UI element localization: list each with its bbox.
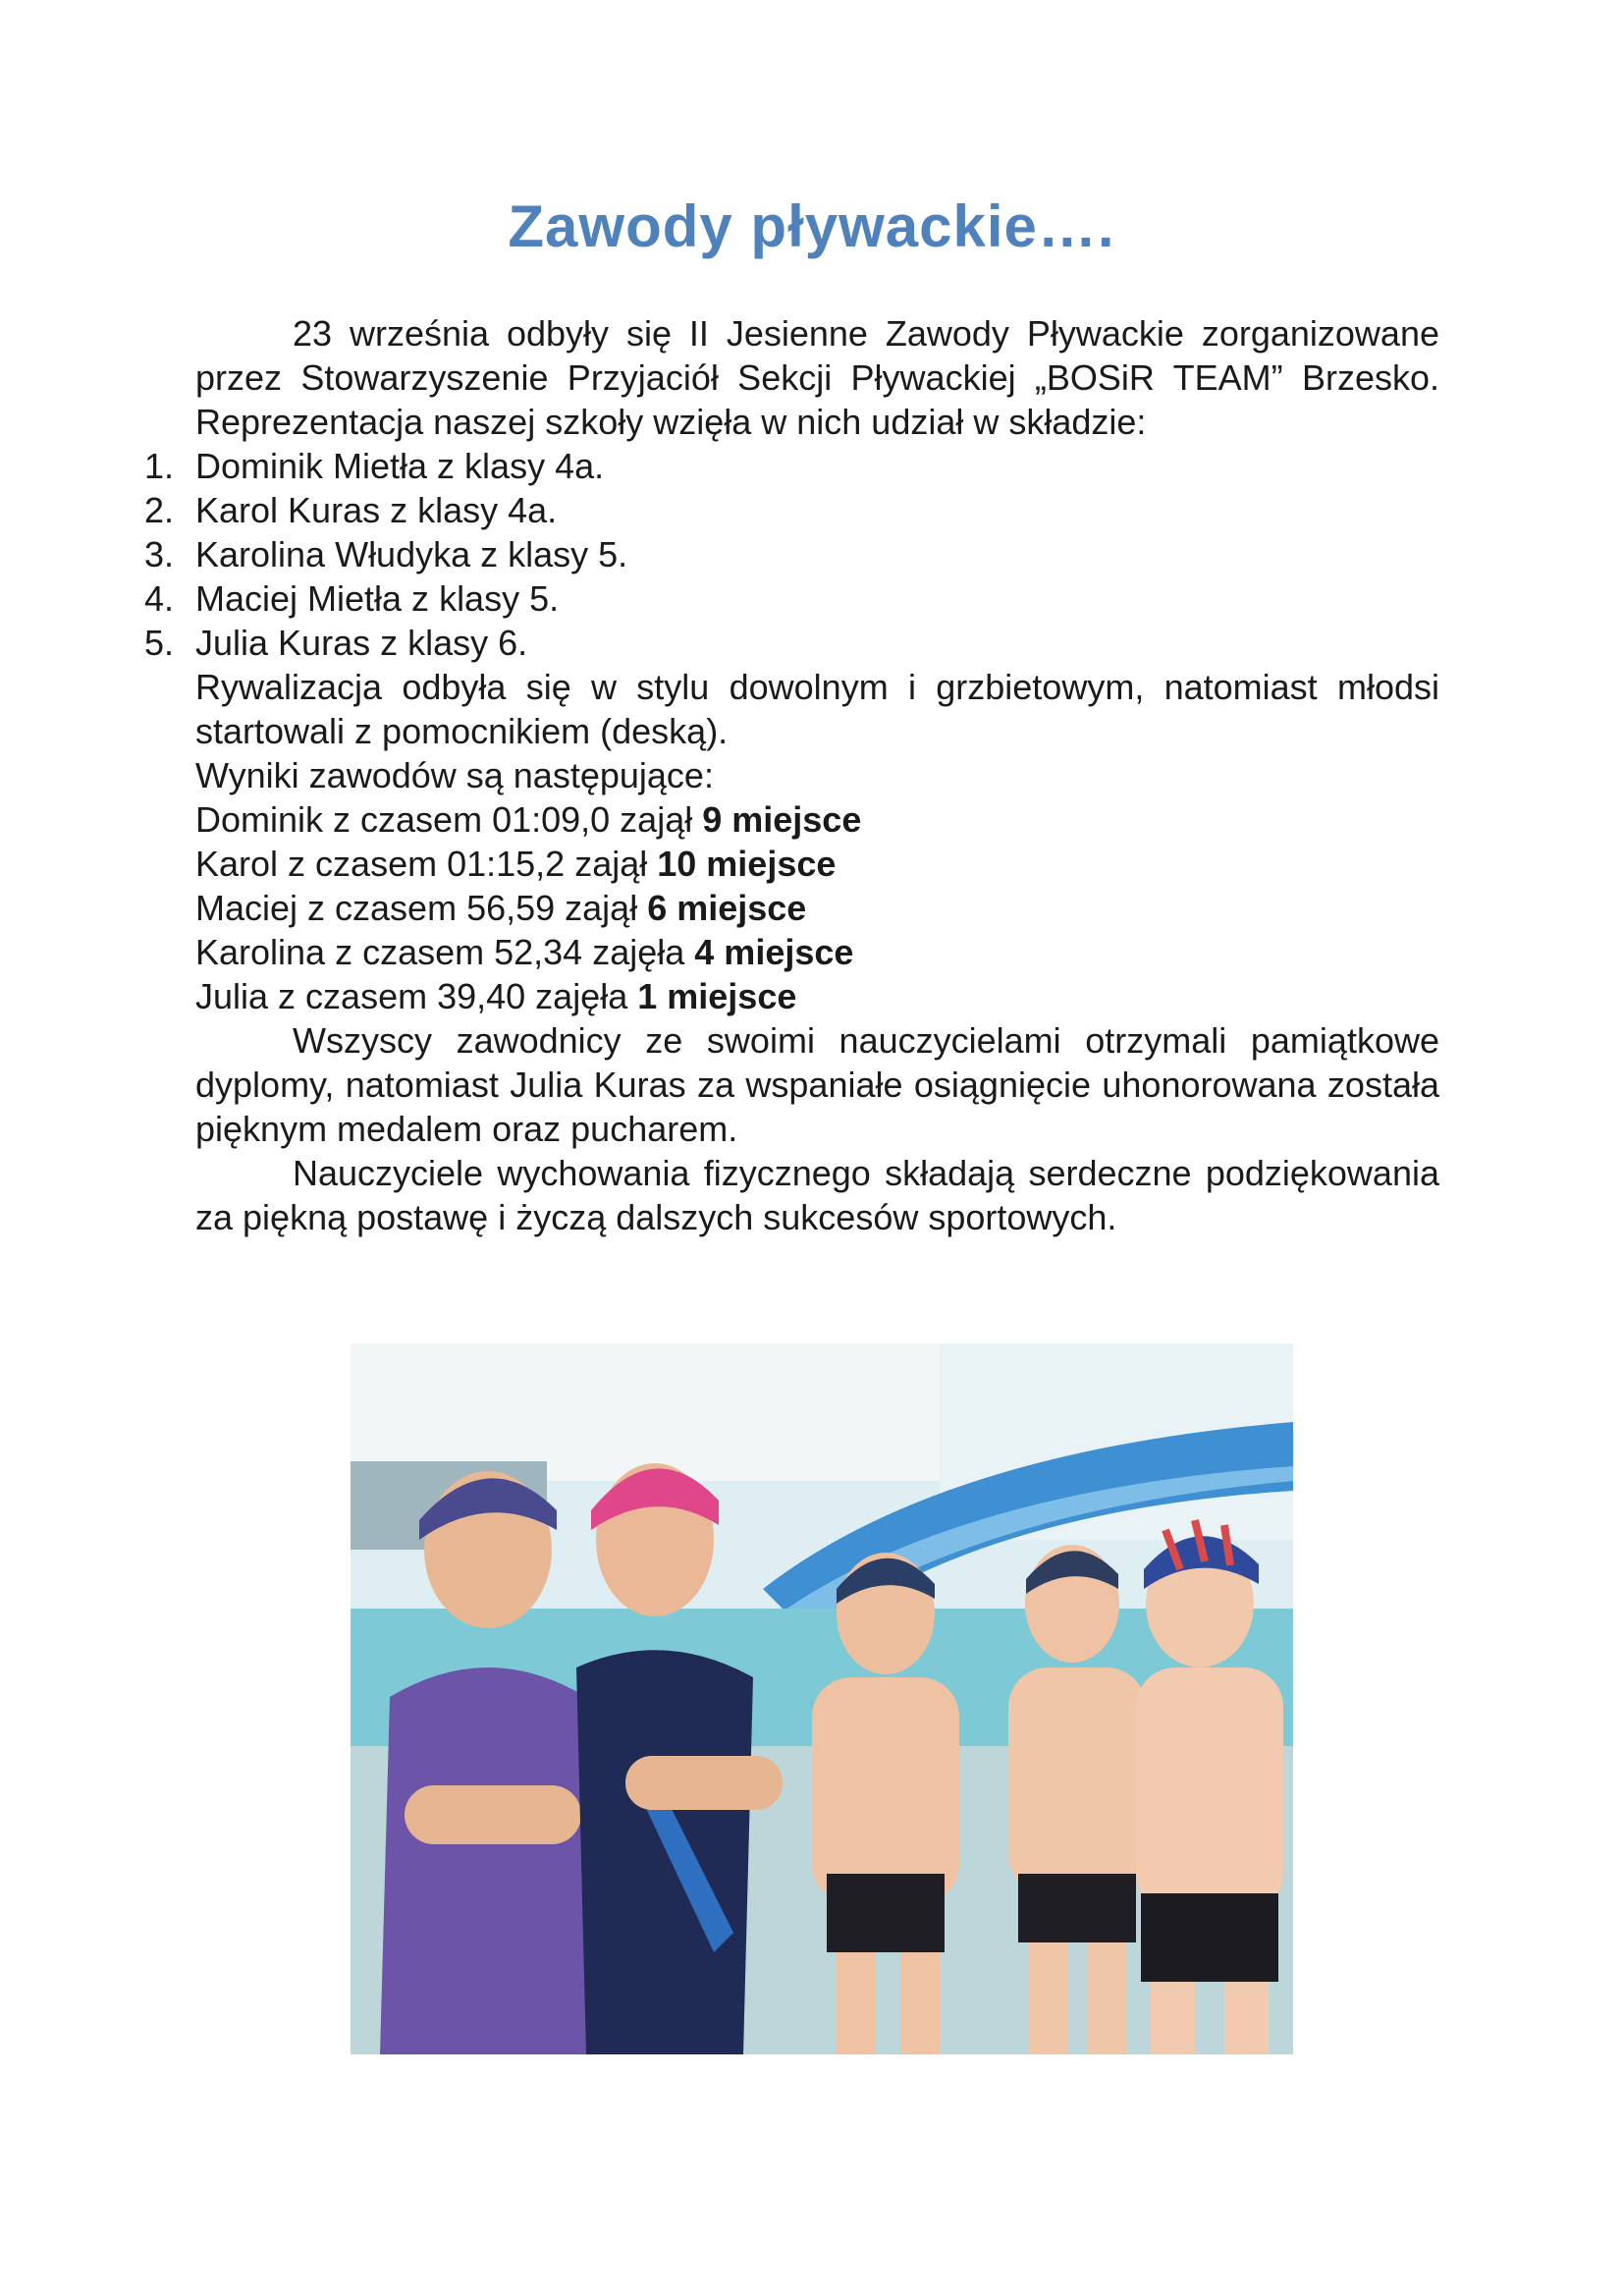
list-item: 5. Julia Kuras z klasy 6. xyxy=(144,623,528,663)
result-line: Karolina z czasem 52,34 zajęła 4 miejsce xyxy=(195,932,854,972)
intro-paragraph: 23 września odbyły się II Jesienne Zawody Pływackie zorganizowane przez Stowarzyszenie Przyjaciół Sekcji Pływackiej „BOSiR TEAM” Brzesko. Reprezentacja naszej szkoły wzięła w nich udział w składzie: xyxy=(195,313,1439,442)
place-badge: 9 miejsce xyxy=(702,799,862,840)
place-badge: 4 miejsce xyxy=(694,932,854,972)
result-line: Maciej z czasem 56,59 zajął 6 miejsce xyxy=(195,888,807,928)
results-intro: Wyniki zawodów są następujące: xyxy=(195,755,714,795)
thanks-paragraph: Nauczyciele wychowania fizycznego składają serdeczne podziękowania za piękną postawę i życzą dalszych sukcesów sportowych. xyxy=(195,1153,1439,1237)
place-badge: 10 miejsce xyxy=(657,844,837,884)
list-item: 3. Karolina Włudyka z klasy 5. xyxy=(144,534,628,574)
swimmers-photo-illustration xyxy=(351,1343,1293,2054)
participants-list xyxy=(144,444,1439,665)
rivalry-paragraph: Rywalizacja odbyła się w stylu dowolnym i grzbietowym, natomiast młodsi startowali z pomocnikiem (deską). xyxy=(195,667,1439,751)
page-title: Zawody pływackie…. xyxy=(508,193,1115,259)
list-item: 1. Dominik Mietła z klasy 4a. xyxy=(144,446,605,486)
place-badge: 1 miejsce xyxy=(637,976,797,1016)
result-line: Karol z czasem 01:15,2 zajął 10 miejsce xyxy=(195,844,837,884)
swimmers-photo xyxy=(351,1343,1293,2054)
list-item: 4. Maciej Mietła z klasy 5. xyxy=(144,578,560,619)
diplomas-paragraph: Wszyscy zawodnicy ze swoimi nauczycielami otrzymali pamiątkowe dyplomy, natomiast Julia Kuras za wspaniałe osiągnięcie uhonorowana została pięknym medalem oraz pucharem. xyxy=(195,1020,1439,1149)
article-body xyxy=(144,311,1439,1239)
result-line: Julia z czasem 39,40 zajęła 1 miejsce xyxy=(195,976,797,1016)
place-badge: 6 miejsce xyxy=(647,888,807,928)
list-item: 2. Karol Kuras z klasy 4a. xyxy=(144,490,558,530)
result-line: Dominik z czasem 01:09,0 zajął 9 miejsce xyxy=(195,799,862,840)
